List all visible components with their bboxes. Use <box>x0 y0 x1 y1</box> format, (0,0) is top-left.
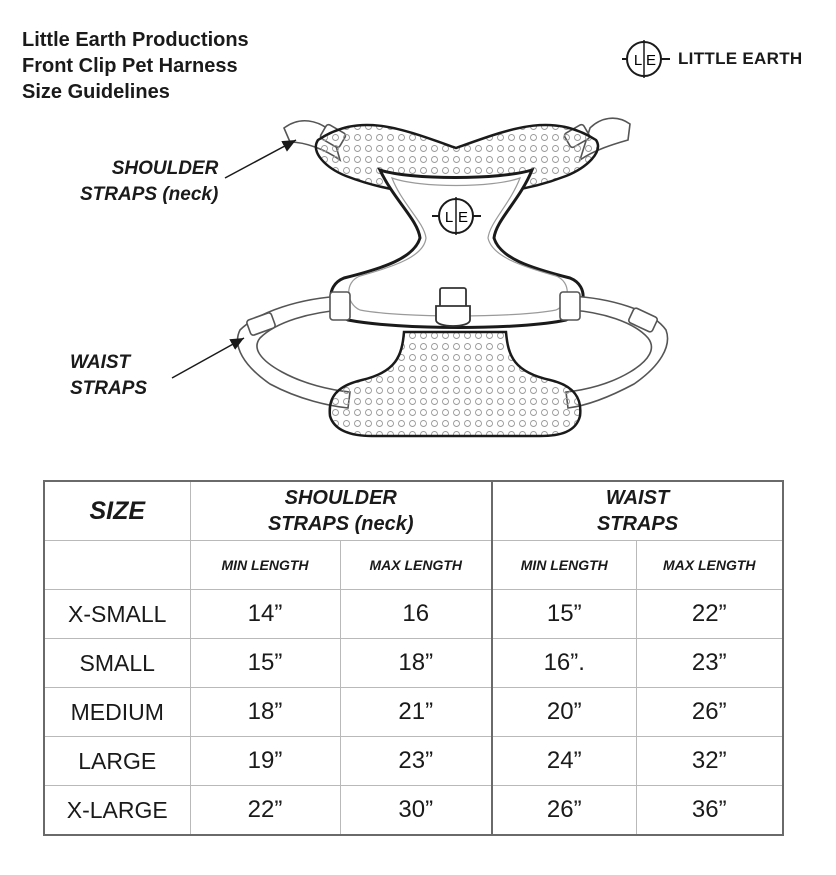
table-row <box>44 786 783 836</box>
shoulder-label-line-1: SHOULDER <box>111 158 219 179</box>
shoulder-min-cell: 14” <box>190 590 340 639</box>
waist-min-cell: 16”. <box>492 639 636 688</box>
shoulder-max-cell: 21” <box>340 688 492 737</box>
harness-logo-e: E <box>457 209 469 226</box>
shoulder-header-line-1: SHOULDER <box>284 487 397 509</box>
waist-min-header: MIN LENGTH <box>492 541 636 590</box>
waist-max-cell: 23” <box>636 639 783 688</box>
logo-letter-l: L <box>633 52 643 69</box>
shoulder-max-cell: 23” <box>340 737 492 786</box>
shoulder-label-line-2: STRAPS (neck) <box>80 184 219 205</box>
shoulder-max-cell: 18” <box>340 639 492 688</box>
waist-max-cell: 26” <box>636 688 783 737</box>
shoulder-min-cell: 15” <box>190 639 340 688</box>
empty-header-cell <box>44 541 190 590</box>
shoulder-arrow <box>225 140 296 178</box>
waist-arrow <box>172 338 244 378</box>
table-row <box>44 639 783 688</box>
shoulder-max-cell: 30” <box>340 786 492 836</box>
belly-pad <box>330 332 581 436</box>
waist-header-line-2: STRAPS <box>596 513 679 535</box>
table-row <box>44 590 783 639</box>
waist-straps-label <box>70 350 147 402</box>
waist-max-cell: 22” <box>636 590 783 639</box>
waist-min-cell: 26” <box>492 786 636 836</box>
size-column-header: SIZE <box>44 481 190 541</box>
size-cell: X-SMALL <box>44 590 190 639</box>
shoulder-min-cell: 18” <box>190 688 340 737</box>
table-row <box>44 737 783 786</box>
waist-max-header: MAX LENGTH <box>636 541 783 590</box>
brand-name: LITTLE EARTH <box>678 49 803 68</box>
table-row <box>44 688 783 737</box>
shoulder-min-cell: 19” <box>190 737 340 786</box>
size-guide-table <box>43 480 784 836</box>
waist-max-cell: 32” <box>636 737 783 786</box>
waist-max-cell: 36” <box>636 786 783 836</box>
title-line-3: Size Guidelines <box>22 81 170 103</box>
size-cell: SMALL <box>44 639 190 688</box>
harness-logo-l: L <box>444 209 454 226</box>
shoulder-max-header: MAX LENGTH <box>340 541 492 590</box>
front-clip-ring <box>436 288 470 326</box>
shoulder-straps-label <box>80 156 218 208</box>
title-line-2: Front Clip Pet Harness <box>22 55 238 77</box>
shoulder-min-cell: 22” <box>190 786 340 836</box>
waist-min-cell: 15” <box>492 590 636 639</box>
logo-letter-e: E <box>645 52 657 69</box>
size-cell: X-LARGE <box>44 786 190 836</box>
waist-min-cell: 20” <box>492 688 636 737</box>
waist-group-header <box>492 481 783 541</box>
shoulder-max-cell: 16 <box>340 590 492 639</box>
shoulder-min-header: MIN LENGTH <box>190 541 340 590</box>
size-cell: LARGE <box>44 737 190 786</box>
shoulder-group-header <box>190 481 492 541</box>
waist-header-line-1: WAIST <box>605 487 670 509</box>
size-cell: MEDIUM <box>44 688 190 737</box>
title-line-1: Little Earth Productions <box>22 29 249 51</box>
waist-label-line-1: WAIST <box>70 352 131 373</box>
shoulder-header-line-2: STRAPS (neck) <box>267 513 414 535</box>
waist-label-line-2: STRAPS <box>70 378 148 399</box>
waist-min-cell: 24” <box>492 737 636 786</box>
